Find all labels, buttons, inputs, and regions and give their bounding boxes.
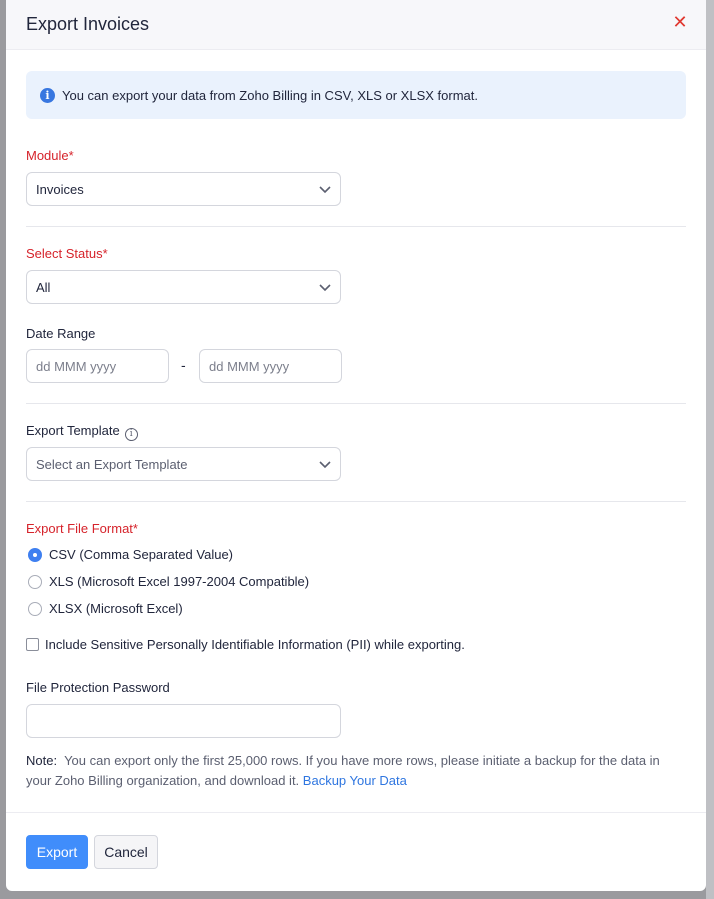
footer-divider (6, 812, 706, 813)
section-divider (26, 226, 686, 227)
radio-xls-label: XLS (Microsoft Excel 1997-2004 Compatible) (49, 574, 310, 589)
radio-xls[interactable] (28, 574, 309, 589)
date-to-placeholder: dd MMM yyyy (209, 358, 290, 374)
chevron-down-icon (319, 459, 331, 469)
chevron-down-icon (319, 184, 331, 194)
note-text: You can export only the first 25,000 rows. If you have more rows, please initiate a backup for the data in your Zoho Billing organization, and download it. (26, 753, 660, 788)
info-text: You can export your data from Zoho Billing in CSV, XLS or XLSX format. (62, 87, 478, 103)
backup-data-link[interactable]: Backup Your Data (302, 773, 407, 788)
chevron-down-icon (319, 282, 331, 292)
date-from-placeholder: dd MMM yyyy (36, 358, 117, 374)
status-label: Select Status* (26, 246, 108, 261)
radio-button-checked[interactable] (28, 548, 42, 562)
radio-xlsx[interactable] (28, 601, 183, 616)
module-select[interactable] (26, 172, 341, 206)
status-value: All (36, 279, 51, 295)
export-template-placeholder: Select an Export Template (36, 456, 188, 472)
pii-checkbox-row[interactable] (26, 637, 465, 652)
cancel-button[interactable]: Cancel (94, 835, 158, 869)
password-field[interactable] (26, 704, 341, 738)
note-prefix: Note: (26, 753, 58, 768)
export-template-label (26, 423, 138, 441)
password-label: File Protection Password (26, 680, 170, 695)
export-note (26, 751, 686, 791)
date-range-label: Date Range (26, 326, 96, 341)
export-dialog (6, 0, 706, 891)
export-template-label-text: Export Template (26, 423, 120, 438)
date-separator: - (181, 357, 186, 373)
page-backdrop (706, 0, 714, 899)
status-select[interactable] (26, 270, 341, 304)
dialog-title: Export Invoices (26, 14, 150, 34)
info-banner (26, 71, 686, 119)
pii-checkbox[interactable] (26, 638, 39, 651)
radio-xlsx-label: XLSX (Microsoft Excel) (49, 601, 183, 616)
section-divider (26, 501, 686, 502)
radio-button[interactable] (28, 602, 42, 616)
module-label: Module* (26, 148, 74, 163)
radio-button[interactable] (28, 575, 42, 589)
file-format-label: Export File Format* (26, 521, 138, 536)
date-to-input[interactable] (199, 349, 342, 383)
info-icon: i (40, 88, 55, 103)
date-from-input[interactable] (26, 349, 169, 383)
radio-csv[interactable] (28, 547, 233, 562)
export-template-select[interactable] (26, 447, 341, 481)
section-divider (26, 403, 686, 404)
module-value: Invoices (36, 181, 84, 197)
export-button[interactable]: Export (26, 835, 88, 869)
pii-label: Include Sensitive Personally Identifiable Information (PII) while exporting. (45, 637, 465, 652)
info-outline-icon[interactable]: i (125, 428, 138, 441)
close-icon[interactable]: ✕ (672, 12, 688, 32)
radio-csv-label: CSV (Comma Separated Value) (49, 547, 234, 562)
dialog-header (6, 0, 706, 50)
